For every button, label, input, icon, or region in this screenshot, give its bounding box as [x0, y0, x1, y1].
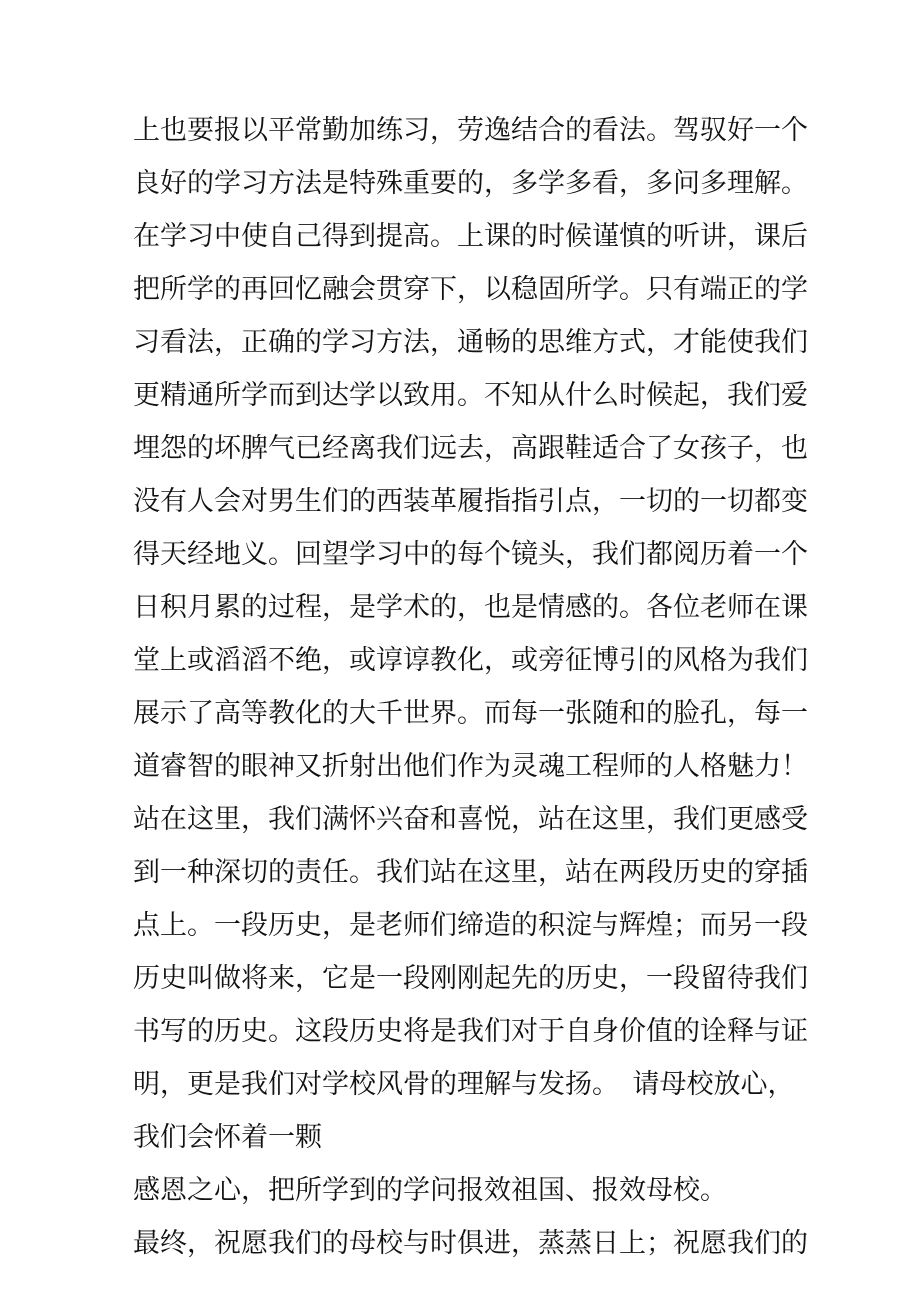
- text-line: 到一种深切的责任。我们站在这里，站在两段历史的穿插: [133, 857, 808, 888]
- text-line: 点上。一段历史，是老师们缔造的积淀与辉煌；而另一段: [133, 910, 808, 941]
- text-line: 把所学的再回忆融会贯穿下，以稳固所学。只有端正的学: [133, 274, 808, 305]
- text-line: 历史叫做将来，它是一段刚刚起先的历史，一段留待我们: [133, 963, 808, 994]
- text-line: 良好的学习方法是特殊重要的，多学多看，多问多理解。: [133, 168, 808, 199]
- text-line: 没有人会对男生们的西装革履指指引点，一切的一切都变: [133, 486, 808, 517]
- text-line: 埋怨的坏脾气已经离我们远去，高跟鞋适合了女孩子，也: [133, 433, 808, 464]
- text-line: 站在这里，我们满怀兴奋和喜悦，站在这里，我们更感受: [133, 804, 808, 835]
- text-line: 道睿智的眼神又折射出他们作为灵魂工程师的人格魅力！: [133, 751, 808, 782]
- text-line: 最终，祝愿我们的母校与时俱进，蒸蒸日上；祝愿我们的: [133, 1228, 808, 1259]
- text-line: 得天经地义。回望学习中的每个镜头，我们都阅历着一个: [133, 539, 808, 570]
- text-line: 展示了高等教化的大千世界。而每一张随和的脸孔，每一: [133, 698, 808, 729]
- text-line: 明，更是我们对学校风骨的理解与发扬。 请母校放心，: [133, 1069, 795, 1100]
- text-line: 在学习中使自己得到提高。上课的时候谨慎的听讲，课后: [133, 221, 808, 252]
- text-line: 书写的历史。这段历史将是我们对于自身价值的诠释与证: [133, 1016, 808, 1047]
- text-line: 更精通所学而到达学以致用。不知从什么时候起，我们爱: [133, 380, 808, 411]
- text-line: 日积月累的过程，是学术的，也是情感的。各位老师在课: [133, 592, 808, 623]
- text-line: 堂上或滔滔不绝，或谆谆教化，或旁征博引的风格为我们: [133, 645, 808, 676]
- text-line: 上也要报以平常勤加练习，劳逸结合的看法。驾驭好一个: [133, 115, 808, 146]
- text-line: 习看法，正确的学习方法，通畅的思维方式，才能使我们: [133, 327, 808, 358]
- text-line: 感恩之心，把所学到的学问报效祖国、报效母校。: [133, 1175, 727, 1206]
- body-text: [133, 104, 813, 1270]
- text-line: 我们会怀着一颗: [133, 1122, 322, 1153]
